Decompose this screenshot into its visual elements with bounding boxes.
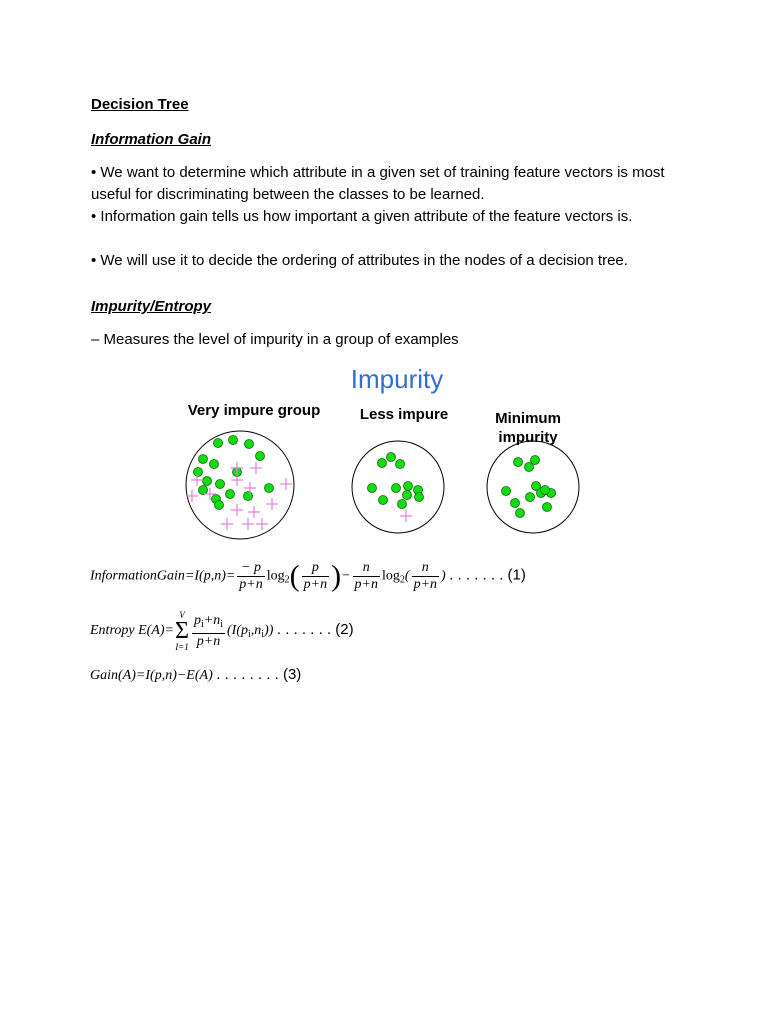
green-dot [245,440,254,449]
green-dot [531,456,540,465]
pink-plus [221,518,233,530]
pink-plus [248,506,260,518]
bullet-2: • Information gain tells us how important a given attribute of the feature vectors is. [91,208,633,225]
green-dot [415,493,424,502]
green-dot [368,484,377,493]
pink-plus [280,478,292,490]
green-dot [265,484,274,493]
pink-plus [242,518,254,530]
label-less-impure: Less impure [359,406,449,423]
green-dot [214,439,223,448]
green-dot [229,436,238,445]
green-dot [543,503,552,512]
bullet-1: • We want to determine which attribute in a given set of training feature vectors is most useful for discriminating between the classes to be learned. [91,164,665,203]
green-dot [396,460,405,469]
pink-plus [231,474,243,486]
green-dot [244,492,253,501]
green-dot [210,460,219,469]
green-dot [378,459,387,468]
pink-plus [256,518,268,530]
green-dot [514,458,523,467]
green-dot [516,509,525,518]
page-title: Decision Tree [91,96,189,113]
pink-plus [191,474,203,486]
green-dot [502,487,511,496]
green-dot [226,490,235,499]
impurity-figure [170,360,590,550]
green-dot [404,482,413,491]
green-dot [199,455,208,464]
green-dot [216,480,225,489]
green-dot [403,491,412,500]
heading-information-gain: Information Gain [91,131,211,148]
equation-1: InformationGain=I(p,n)= $\frac{- p}{p+n}$ $\log_2$( $\frac{p}{p+n}$ )− $\frac{n}{p+n}$ $\log_2$( $\frac{n}{p+n}$ ) . . . . . . . (1) [90,559,526,593]
green-dot [392,484,401,493]
green-dot [379,496,388,505]
green-dot [199,486,208,495]
equation-2: Entropy E(A)= V Σ I=1 $\frac{p_i+n_i}{p+n}$ $(I(p_i,n_i))$ . . . . . . . (2) [90,610,354,652]
group-circle-very-impure [186,431,294,539]
green-dot [194,468,203,477]
heading-impurity-entropy: Impurity/Entropy [91,298,212,315]
figure-title: Impurity [350,364,444,394]
measure-text: – Measures the level of impurity in a group of examples [91,331,459,348]
bullet-3: • We will use it to decide the ordering of attributes in the nodes of a decision tree. [91,252,628,269]
green-dot [256,452,265,461]
green-dot [511,499,520,508]
green-dot [541,486,550,495]
pink-plus [250,462,262,474]
green-dot [526,493,535,502]
green-dot [387,453,396,462]
equation-3: Gain(A)=I(p,n)−E(A) . . . . . . . . (3) [90,666,302,683]
pink-plus [400,510,412,522]
label-minimum-impurity-2: impurity [498,429,558,446]
pink-plus [266,498,278,510]
green-dot [398,500,407,509]
label-minimum-impurity: Minimum [495,410,561,427]
green-dot [215,501,224,510]
label-very-impure: Very impure group [187,402,321,419]
pink-plus [231,504,243,516]
green-dot [203,477,212,486]
